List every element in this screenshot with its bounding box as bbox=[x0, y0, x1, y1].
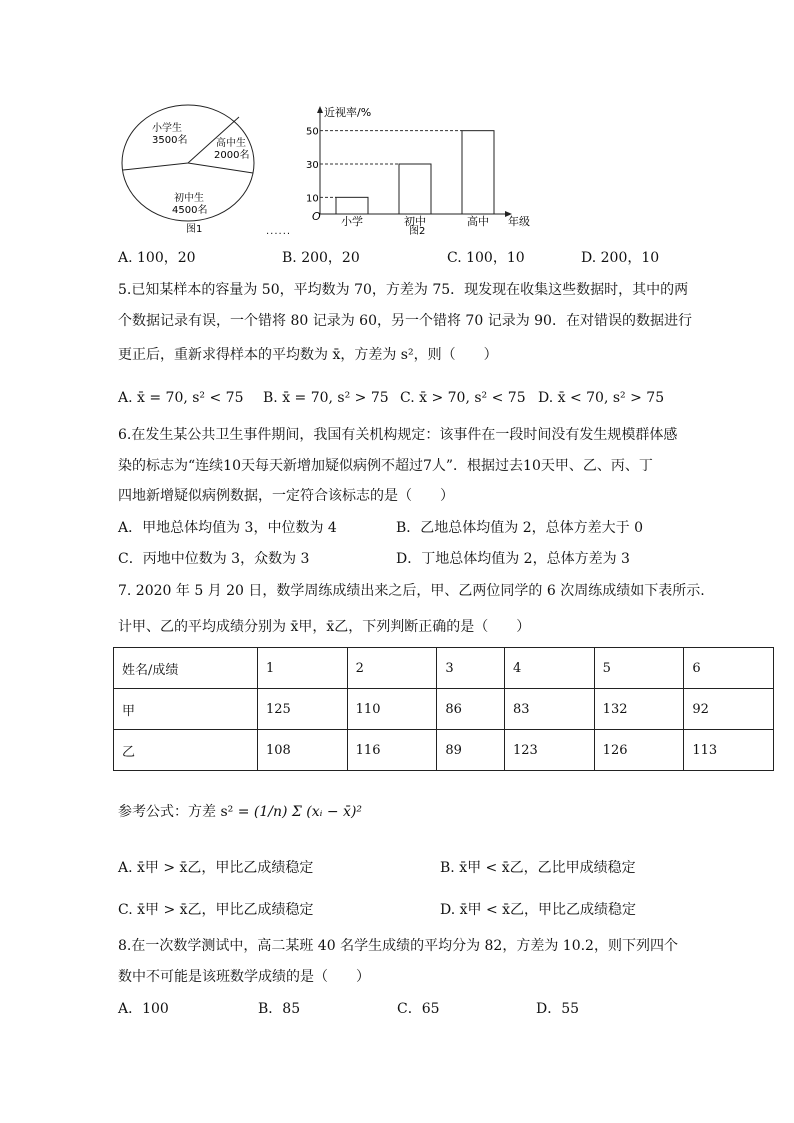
q6-line-3: 四地新增疑似病例数据，一定符合该标志的是（ ） bbox=[118, 488, 454, 504]
table-cell: 乙 bbox=[114, 730, 258, 771]
table-header-cell: 3 bbox=[437, 648, 505, 689]
q7-line-2: 计甲、乙的平均成绩分别为 x̄甲，x̄乙，下列判断正确的是（ ） bbox=[118, 619, 531, 635]
q7-option-d: D. x̄甲 < x̄乙，甲比乙成绩稳定 bbox=[440, 902, 637, 918]
pie-caption: 图1 bbox=[186, 224, 203, 235]
table-cell: 123 bbox=[505, 730, 595, 771]
q5-option-b: B. x̄ = 70, s² > 75 bbox=[263, 390, 389, 406]
pie-label-junior: 初中生 bbox=[174, 193, 204, 204]
table-cell: 126 bbox=[594, 730, 684, 771]
pie-divider-3 bbox=[123, 163, 188, 170]
q7-option-a: A. x̄甲 > x̄乙，甲比乙成绩稳定 bbox=[118, 860, 314, 876]
formula-expression: (1/n) Σ (xᵢ − x̄)² bbox=[253, 804, 363, 820]
q4-option-b: B. 200，20 bbox=[282, 250, 360, 266]
pie-divider-2 bbox=[188, 163, 253, 173]
table-cell: 110 bbox=[347, 689, 437, 730]
bar-chart bbox=[300, 98, 540, 238]
table-cell: 89 bbox=[437, 730, 505, 771]
q5-option-a: A. x̄ = 70, s² < 75 bbox=[118, 390, 244, 406]
table-cell: 甲 bbox=[114, 689, 258, 730]
x-tick-label: 高中 bbox=[467, 215, 489, 228]
table-cell: 113 bbox=[684, 730, 774, 771]
q4-option-c: C. 100，10 bbox=[447, 250, 525, 266]
pie-label-primary: 小学生 bbox=[152, 123, 182, 134]
q8-line-2: 数中不可能是该班数学成绩的是（ ） bbox=[118, 969, 370, 985]
x-tick-label: 初中 bbox=[404, 215, 426, 228]
q8-option-d: D．55 bbox=[536, 1001, 580, 1017]
x-tick-label: 小学 bbox=[341, 215, 363, 228]
table-cell: 86 bbox=[437, 689, 505, 730]
table-cell: 116 bbox=[347, 730, 437, 771]
q6-option-c: C．丙地中位数为 3，众数为 3 bbox=[118, 551, 310, 567]
table-header-cell: 4 bbox=[505, 648, 595, 689]
table-cell: 92 bbox=[684, 689, 774, 730]
y-tick-label: 10 bbox=[306, 193, 319, 205]
table-cell: 132 bbox=[594, 689, 684, 730]
q5-option-d: D. x̄ < 70, s² > 75 bbox=[538, 390, 665, 406]
y-axis-label: 近视率/% bbox=[324, 106, 372, 119]
table-header-cell: 1 bbox=[258, 648, 348, 689]
table-header-cell: 2 bbox=[347, 648, 437, 689]
scores-table bbox=[113, 647, 774, 771]
table-header-cell: 姓名/成绩 bbox=[114, 648, 258, 689]
figure-dots: ...... bbox=[266, 226, 292, 237]
table-cell: 125 bbox=[258, 689, 348, 730]
pie-count-primary: 3500名 bbox=[152, 135, 188, 146]
formula-label: 参考公式：方差 s² = bbox=[118, 804, 254, 820]
bar-3 bbox=[462, 131, 494, 214]
q8-line-1: 8.在一次数学测试中，高二某班 40 名学生成绩的平均分为 82，方差为 10.2，则下列四个 bbox=[118, 938, 678, 954]
pie-label-senior: 高中生 bbox=[216, 138, 246, 149]
pie-count-senior: 2000名 bbox=[214, 150, 250, 161]
q8-option-b: B．85 bbox=[258, 1001, 301, 1017]
y-tick-label: 50 bbox=[306, 126, 319, 138]
q8-option-a: A．100 bbox=[118, 1001, 169, 1017]
q7-option-b: B. x̄甲 < x̄乙，乙比甲成绩稳定 bbox=[440, 860, 636, 876]
table-row bbox=[114, 689, 774, 730]
x-axis-label: 年级 bbox=[508, 215, 530, 228]
q8-option-c: C．65 bbox=[397, 1001, 440, 1017]
q7-option-c: C. x̄甲 > x̄乙，甲比乙成绩稳定 bbox=[118, 902, 314, 918]
q4-option-a: A. 100，20 bbox=[118, 250, 196, 266]
q7-formula bbox=[118, 802, 362, 822]
q6-option-a: A．甲地总体均值为 3，中位数为 4 bbox=[118, 520, 337, 536]
pie-chart bbox=[118, 98, 268, 238]
q6-line-1: 6.在发生某公共卫生事件期间，我国有关机构规定：该事件在一段时间没有发生规模群体感 bbox=[118, 427, 678, 443]
q5-line-1: 5.已知某样本的容量为 50，平均数为 70，方差为 75．现发现在收集这些数据时，其中的两 bbox=[118, 282, 689, 298]
table-cell: 108 bbox=[258, 730, 348, 771]
bar-2 bbox=[399, 164, 431, 214]
table-header-cell: 5 bbox=[594, 648, 684, 689]
table-header-cell: 6 bbox=[684, 648, 774, 689]
pie-count-junior: 4500名 bbox=[172, 205, 208, 216]
y-axis-arrow bbox=[317, 106, 323, 113]
table-row bbox=[114, 730, 774, 771]
q7-line-1: 7. 2020 年 5 月 20 日，数学周练成绩出来之后，甲、乙两位同学的 6 次周练成绩如下表所示. bbox=[118, 583, 705, 599]
table-header-row bbox=[114, 648, 774, 689]
origin-label: O bbox=[312, 210, 321, 223]
q6-option-d: D．丁地总体均值为 2，总体方差为 3 bbox=[396, 551, 630, 567]
bar-caption: 图2 bbox=[409, 226, 426, 237]
q5-option-c: C. x̄ > 70, s² < 75 bbox=[400, 390, 526, 406]
table-cell: 83 bbox=[505, 689, 595, 730]
q5-line-3: 更正后，重新求得样本的平均数为 x̄，方差为 s²，则（ ） bbox=[118, 347, 498, 363]
y-tick-label: 30 bbox=[306, 160, 319, 171]
q4-option-d: D. 200，10 bbox=[581, 250, 660, 266]
q6-line-2: 染的标志为“连续10天每天新增加疑似病例不超过7人”．根据过去10天甲、乙、丙、丁 bbox=[118, 458, 653, 474]
q5-line-2: 个数据记录有误，一个错将 80 记录为 60，另一个错将 70 记录为 90．在对错误的数据进行 bbox=[118, 313, 692, 329]
q6-option-b: B．乙地总体均值为 2，总体方差大于 0 bbox=[396, 520, 644, 536]
bar-1 bbox=[336, 197, 368, 214]
